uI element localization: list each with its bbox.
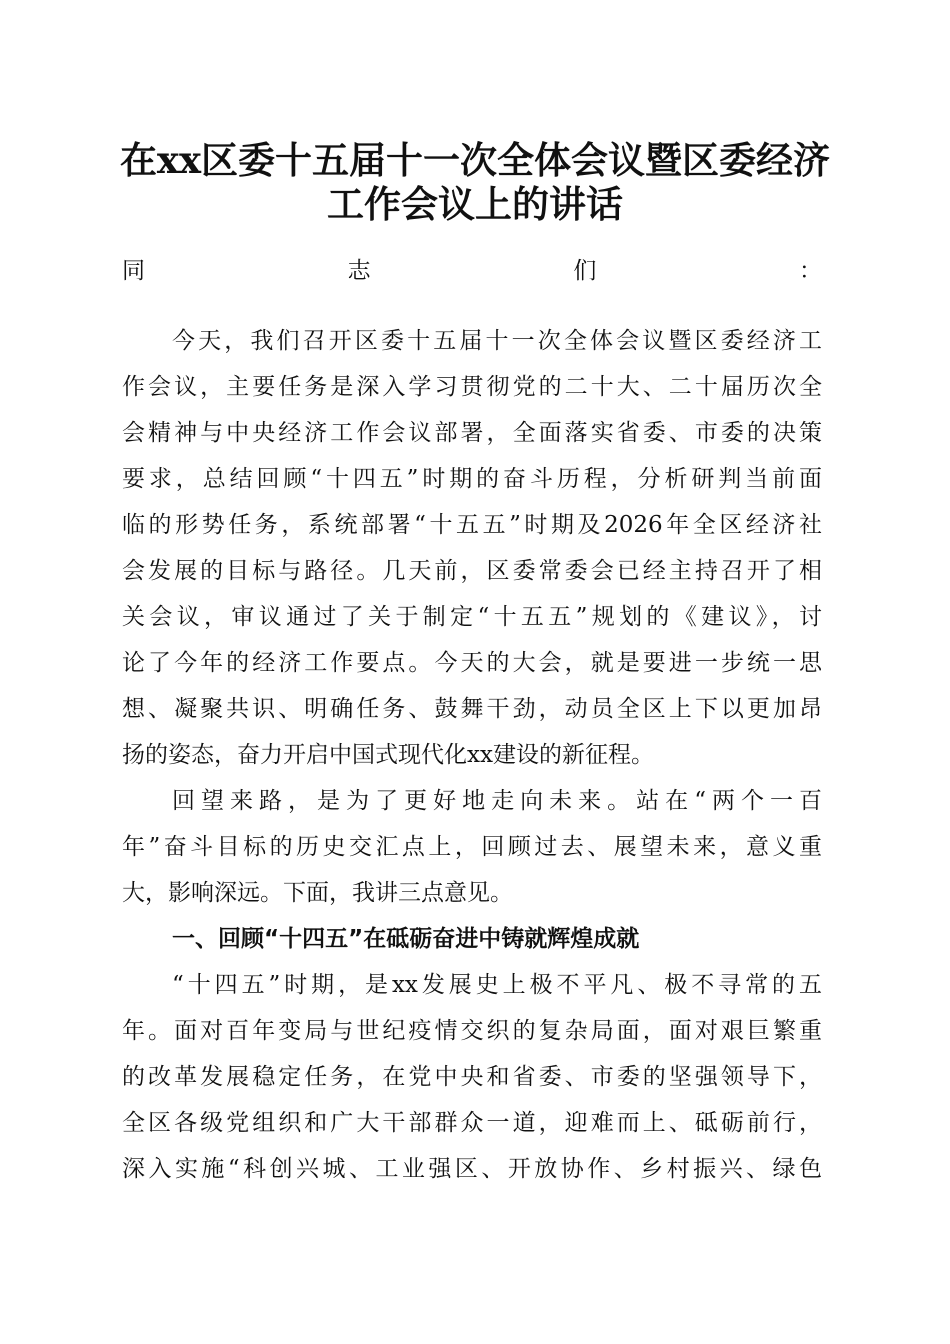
section-1-heading: 一、回顾“十四五”在砥砺奋进中铸就辉煌成就 — [172, 926, 640, 952]
paragraph-3-line: “十四五”时期，是xx发展史上极不平凡、极不寻常的五 — [172, 972, 822, 998]
paragraph-1-line: 作会议，主要任务是深入学习贯彻党的二十大、二十届历次全 — [122, 374, 822, 400]
paragraph-1-line: 要求，总结回顾“十四五”时期的奋斗历程，分析研判当前面 — [122, 466, 822, 492]
paragraph-1-line: 会精神与中央经济工作会议部署，全面落实省委、市委的决策 — [122, 420, 822, 446]
paragraph-1-line: 想、凝聚共识、明确任务、鼓舞干劲，动员全区上下以更加昂 — [122, 696, 822, 722]
paragraph-3-line: 深入实施“科创兴城、工业强区、开放协作、乡村振兴、绿色 — [122, 1156, 822, 1182]
document-title-line-1: 在xx区委十五届十一次全体会议暨区委经济 — [119, 138, 831, 182]
paragraph-2-line: 年”奋斗目标的历史交汇点上，回顾过去、展望未来，意义重 — [122, 834, 822, 860]
salutation: 同志们： — [122, 258, 822, 284]
paragraph-2-line: 回望来路，是为了更好地走向未来。站在“两个一百 — [172, 788, 822, 814]
paragraph-3-line: 的改革发展稳定任务，在党中央和省委、市委的坚强领导下， — [122, 1064, 822, 1090]
paragraph-3-line: 年。面对百年变局与世纪疫情交织的复杂局面，面对艰巨繁重 — [122, 1018, 822, 1044]
paragraph-3-line: 全区各级党组织和广大干部群众一道，迎难而上、砥砺前行， — [122, 1110, 822, 1136]
document-title-line-2: 工作会议上的讲话 — [327, 182, 623, 226]
paragraph-1-line: 论了今年的经济工作要点。今天的大会，就是要进一步统一思 — [122, 650, 822, 676]
paragraph-1-line: 临的形势任务，系统部署“十五五”时期及2026年全区经济社 — [122, 512, 822, 538]
paragraph-2-line: 大，影响深远。下面，我讲三点意见。 — [122, 880, 513, 906]
paragraph-1-line: 今天，我们召开区委十五届十一次全体会议暨区委经济工 — [172, 328, 822, 354]
paragraph-1-line: 会发展的目标与路径。几天前，区委常委会已经主持召开了相 — [122, 558, 822, 584]
paragraph-1-line: 扬的姿态，奋力开启中国式现代化xx建设的新征程。 — [122, 742, 654, 768]
paragraph-1-line: 关会议，审议通过了关于制定“十五五”规划的《建议》，讨 — [122, 604, 822, 630]
